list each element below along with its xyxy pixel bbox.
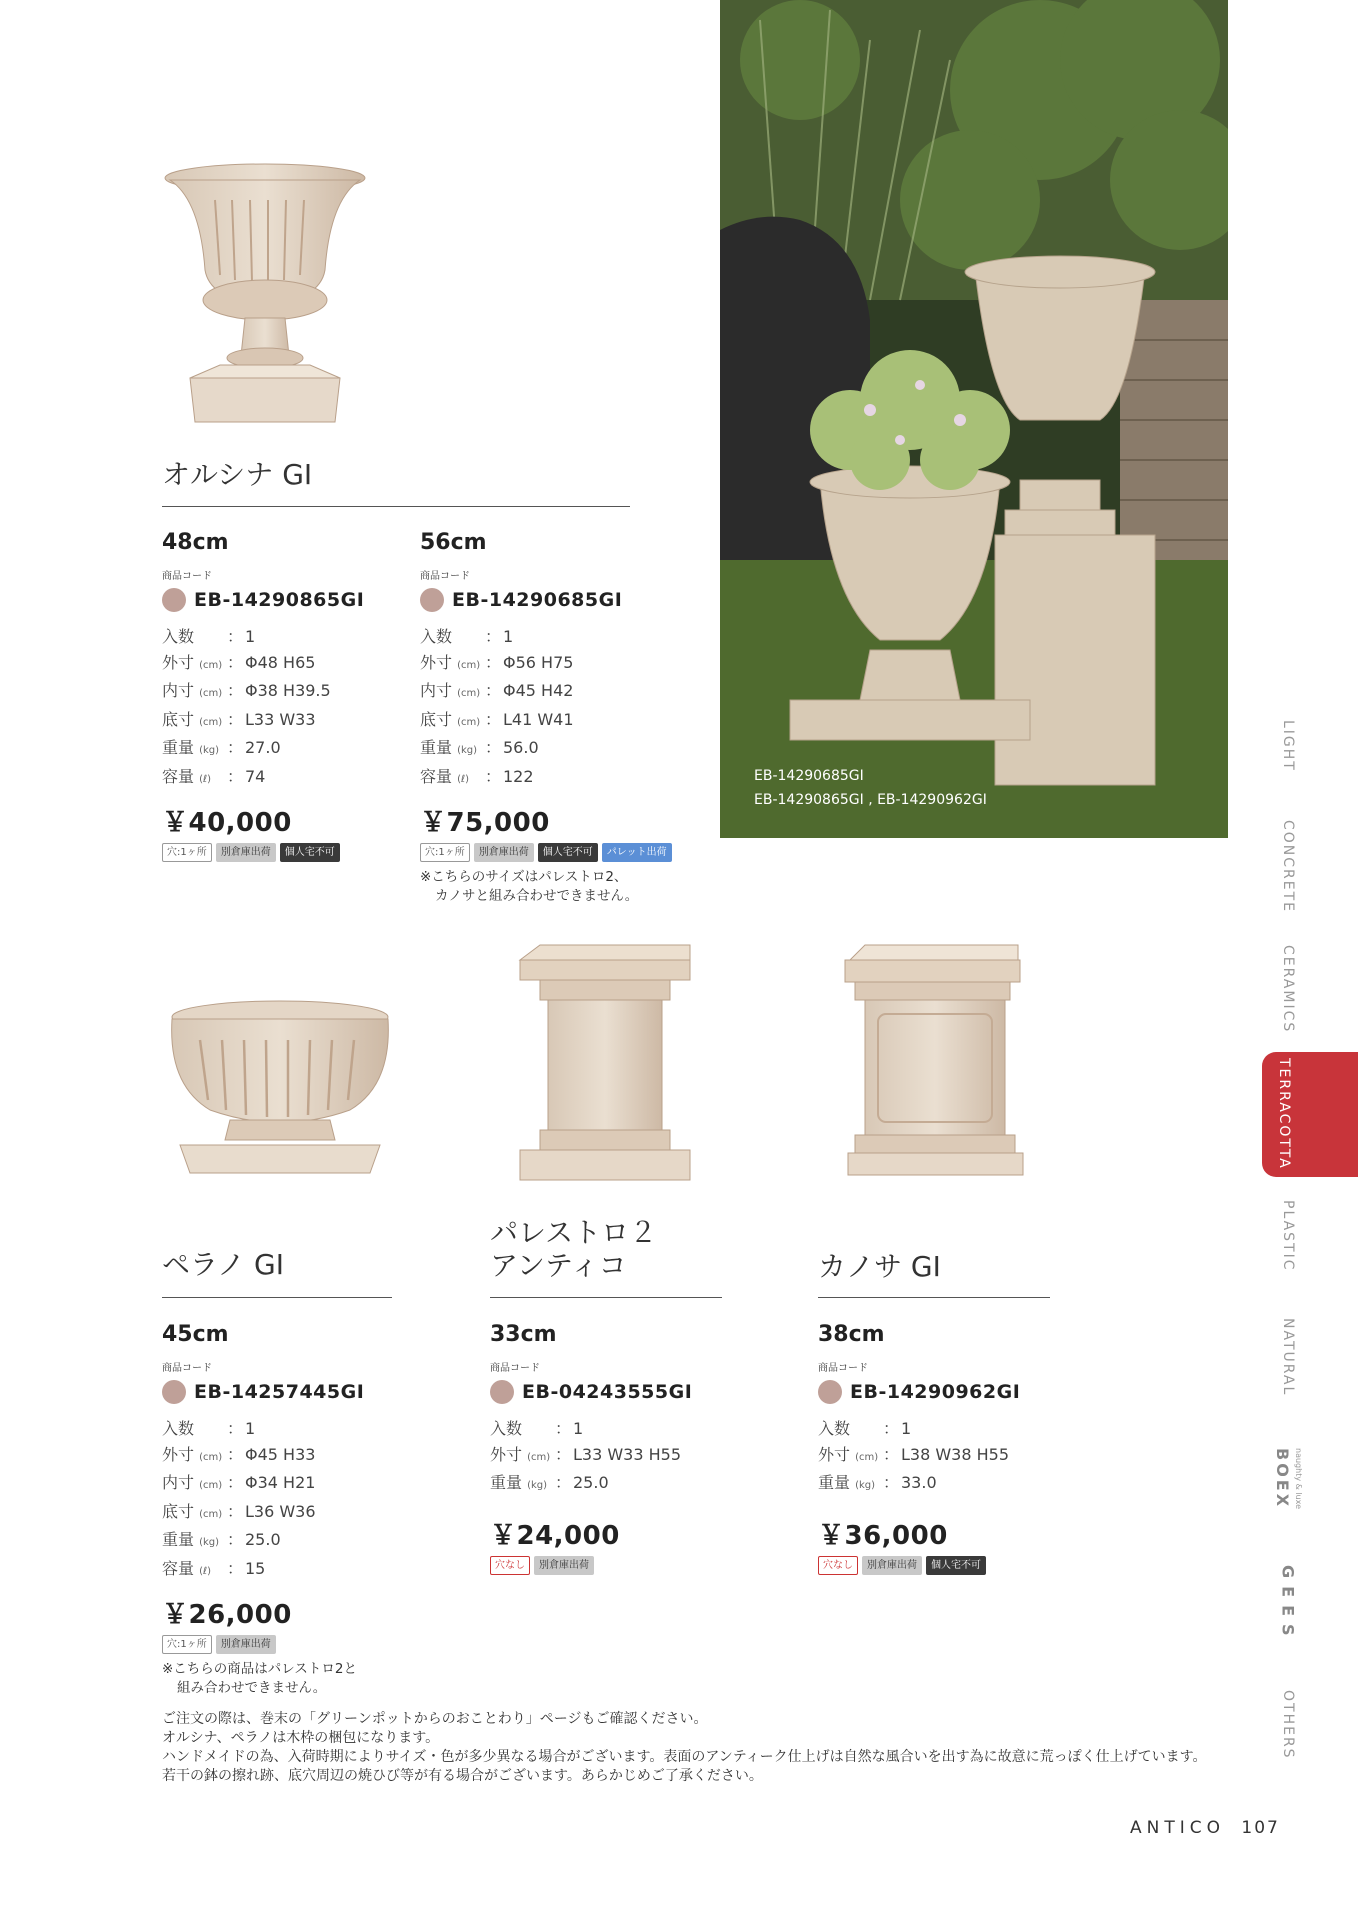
badge-warehouse: 別倉庫出荷 [216, 843, 276, 862]
tab-natural[interactable]: NATURAL [1280, 1318, 1296, 1397]
badge-row [818, 1556, 1058, 1575]
spec-key: 重量 [162, 1530, 195, 1549]
spec-value: 25.0 [245, 1530, 281, 1549]
size-label: 45cm [162, 1322, 229, 1347]
price: ￥36,000 [818, 1520, 948, 1551]
spec-value: Φ48 H65 [245, 652, 316, 672]
spec-unit: (cm) [199, 1480, 223, 1491]
price: ￥24,000 [490, 1520, 620, 1551]
spec-key: 入数 [818, 1419, 851, 1438]
spec-row: 重量 (kg) ： 27.0 [162, 735, 392, 764]
spec-row: 外寸 (cm) ： L33 W33 H55 [490, 1442, 730, 1471]
spec-row: 入数 ： 1 [490, 1416, 730, 1442]
color-dot-icon [490, 1380, 514, 1404]
spec-list [420, 624, 680, 792]
spec-list [818, 1416, 1058, 1499]
canosa-rule [818, 1297, 1050, 1298]
spec-value: 1 [901, 1419, 912, 1438]
photo-caption [754, 764, 987, 812]
spec-unit: (ℓ) [199, 1565, 212, 1577]
spec-row: 底寸 (cm) ： L41 W41 [420, 707, 680, 736]
spec-key: 外寸 [162, 652, 195, 672]
spec-key: 内寸 [420, 681, 453, 700]
spec-key: 容量 [162, 766, 195, 786]
spec-key: 重量 [420, 738, 453, 757]
canosa-pedestal-image [840, 940, 1030, 1180]
spec-value: L38 W38 H55 [901, 1444, 1010, 1464]
palestro-name-line: パレストロ２ [490, 1216, 658, 1249]
size-label: 38cm [818, 1322, 885, 1347]
spec-key: 入数 [162, 1419, 195, 1438]
photo-caption-line: EB-14290865GI , EB-14290962GI [754, 792, 987, 808]
footer-note-line: 若干の鉢の擦れ跡、底穴周辺の焼ひび等が有る場合がございます。あらかじめご了承ください。 [162, 1768, 763, 1784]
spec-value: L33 W33 H55 [573, 1444, 682, 1464]
product-code [818, 1380, 1058, 1404]
tab-ceramics[interactable]: CERAMICS [1280, 945, 1296, 1034]
spec-key: 底寸 [162, 1501, 195, 1521]
badge-no-residential: 個人宅不可 [926, 1556, 986, 1575]
spec-unit: (cm) [457, 688, 481, 699]
spec-value: Φ56 H75 [503, 652, 574, 672]
badge-warehouse: 別倉庫出荷 [534, 1556, 594, 1575]
spec-row: 入数 ： 1 [420, 624, 680, 650]
spec-key: 容量 [162, 1558, 195, 1578]
perano-rule [162, 1297, 392, 1298]
page-folio [1130, 1818, 1280, 1838]
footer-note-line: ご注文の際は、巻末の「グリーンポットからのおことわり」ページもご確認ください。 [162, 1711, 708, 1727]
orsina-name: オルシナ GI [162, 458, 313, 491]
perano-bowl-image [160, 995, 400, 1180]
spec-key: 外寸 [162, 1444, 195, 1464]
spec-unit: (cm) [199, 716, 223, 728]
spec-unit: (cm) [199, 1451, 223, 1463]
tab-boex-label: BOEX [1273, 1448, 1292, 1510]
product-code-text: EB-04243555GI [522, 1381, 693, 1403]
spec-row: 内寸 (cm) ： Φ38 H39.5 [162, 678, 392, 707]
badge-row [162, 843, 392, 862]
product-code [420, 588, 680, 612]
size-label: 56cm [420, 530, 487, 555]
spec-key: 外寸 [818, 1444, 851, 1464]
spec-unit: (cm) [199, 688, 223, 699]
spec-row: 内寸 (cm) ： Φ34 H21 [162, 1470, 402, 1499]
spec-key: 入数 [490, 1419, 523, 1438]
product-code-text: EB-14290865GI [194, 589, 365, 611]
color-dot-icon [162, 588, 186, 612]
spec-key: 重量 [490, 1473, 523, 1492]
spec-unit: (cm) [199, 1508, 223, 1520]
page-number: 107 [1241, 1818, 1280, 1838]
spec-value: L36 W36 [245, 1501, 316, 1521]
badge-warehouse: 別倉庫出荷 [862, 1556, 922, 1575]
palestro-name-line: アンティコ [490, 1249, 627, 1283]
palestro-pedestal-image [510, 940, 700, 1190]
spec-key: 内寸 [162, 681, 195, 700]
garden-photo [720, 0, 1228, 838]
spec-unit: (cm) [457, 659, 481, 671]
photo-caption-line: EB-14290685GI [754, 768, 864, 784]
spec-key: 底寸 [162, 709, 195, 729]
price: ￥40,000 [162, 808, 292, 838]
spec-value: Φ34 H21 [245, 1473, 316, 1492]
badge-hole: 穴:1ヶ所 [420, 843, 470, 862]
product-code [162, 1380, 402, 1404]
badge-no-residential: 個人宅不可 [280, 843, 340, 862]
badge-hole: 穴:1ヶ所 [162, 1635, 212, 1654]
badge-no-residential: 個人宅不可 [538, 843, 598, 862]
product-code-text: EB-14290962GI [850, 1381, 1021, 1403]
spec-row: 入数 ： 1 [162, 624, 392, 650]
tab-light[interactable]: LIGHT [1280, 720, 1296, 772]
note-line: ※こちらのサイズはパレストロ2、 [420, 869, 628, 885]
spec-key: 底寸 [420, 709, 453, 729]
spec-value: 56.0 [503, 738, 539, 757]
spec-unit: (kg) [199, 745, 220, 756]
spec-list [490, 1416, 730, 1499]
spec-row: 底寸 (cm) ： L33 W33 [162, 707, 392, 736]
code-label: 商品コード [162, 571, 212, 582]
spec-unit: (cm) [199, 659, 223, 671]
spec-unit: (kg) [527, 1480, 548, 1491]
spec-value: 15 [245, 1558, 266, 1578]
product-note [162, 1660, 402, 1698]
spec-key: 内寸 [162, 1473, 195, 1492]
spec-key: 入数 [162, 627, 195, 646]
badge-row [162, 1635, 402, 1654]
spec-row: 重量 (kg) ： 56.0 [420, 735, 680, 764]
code-label: 商品コード [162, 1363, 212, 1374]
perano-block [162, 1322, 402, 1698]
orsina-56-block [420, 530, 680, 906]
badge-no-hole: 穴なし [490, 1556, 530, 1575]
spec-unit: (cm) [457, 716, 481, 728]
footer-notes [162, 1710, 1242, 1786]
product-note [420, 868, 680, 906]
canosa-block [818, 1322, 1058, 1575]
tab-boex[interactable] [1262, 1448, 1314, 1548]
code-label: 商品コード [420, 571, 470, 582]
spec-value: 27.0 [245, 738, 281, 757]
price: ￥75,000 [420, 808, 550, 838]
badge-pallet: パレット出荷 [602, 843, 672, 862]
tab-concrete[interactable]: CONCRETE [1280, 820, 1296, 914]
spec-row: 重量 (kg) ： 33.0 [818, 1470, 1058, 1499]
section-name: ANTICO [1130, 1818, 1225, 1838]
footer-note-line: オルシナ、ペラノは木枠の梱包になります。 [162, 1730, 440, 1746]
orsina-rule [162, 506, 630, 507]
color-dot-icon [162, 1380, 186, 1404]
product-code [162, 588, 392, 612]
spec-row: 外寸 (cm) ： L38 W38 H55 [818, 1442, 1058, 1471]
tab-boex-tagline: naughty & luxe [1294, 1448, 1303, 1510]
spec-value: 1 [503, 627, 514, 646]
tab-plastic[interactable]: PLASTIC [1280, 1200, 1296, 1272]
spec-unit: (kg) [855, 1480, 876, 1491]
spec-row: 入数 ： 1 [162, 1416, 402, 1442]
badge-warehouse: 別倉庫出荷 [216, 1635, 276, 1654]
spec-unit: (kg) [457, 745, 478, 756]
spec-row: 外寸 (cm) ： Φ45 H33 [162, 1442, 402, 1471]
badge-hole: 穴:1ヶ所 [162, 843, 212, 862]
spec-value: 25.0 [573, 1473, 609, 1492]
color-dot-icon [818, 1380, 842, 1404]
footer-note-line: ハンドメイドの為、入荷時期によりサイズ・色が多少異なる場合がございます。表面のアンティーク仕上げは自然な風合いを出す為に故意に荒っぽく仕上げています。 [162, 1749, 1207, 1765]
tab-others[interactable]: OTHERS [1280, 1690, 1296, 1760]
spec-key: 外寸 [420, 652, 453, 672]
spec-value: Φ38 H39.5 [245, 681, 331, 700]
spec-row: 重量 (kg) ： 25.0 [162, 1527, 402, 1556]
spec-key: 外寸 [490, 1444, 523, 1464]
spec-value: 1 [245, 1419, 256, 1438]
spec-row: 容量 (ℓ) ： 122 [420, 764, 680, 793]
spec-value: 33.0 [901, 1473, 937, 1492]
product-code-text: EB-14290685GI [452, 589, 623, 611]
tab-gees[interactable]: GEES [1278, 1565, 1298, 1644]
spec-unit: (kg) [199, 1537, 220, 1548]
spec-row: 外寸 (cm) ： Φ56 H75 [420, 650, 680, 679]
spec-row: 容量 (ℓ) ： 74 [162, 764, 392, 793]
palestro-rule [490, 1297, 722, 1298]
orsina-urn-image [160, 160, 370, 435]
spec-unit: (ℓ) [199, 773, 212, 785]
badge-no-hole: 穴なし [818, 1556, 858, 1575]
spec-value: 122 [503, 766, 534, 786]
spec-row: 容量 (ℓ) ： 15 [162, 1556, 402, 1585]
code-label: 商品コード [490, 1363, 540, 1374]
spec-row: 底寸 (cm) ： L36 W36 [162, 1499, 402, 1528]
spec-value: 1 [573, 1419, 584, 1438]
palestro-block [490, 1322, 730, 1575]
tab-terracotta[interactable] [1262, 1052, 1358, 1177]
spec-value: Φ45 H33 [245, 1444, 316, 1464]
size-label: 33cm [490, 1322, 557, 1347]
color-dot-icon [420, 588, 444, 612]
spec-row: 重量 (kg) ： 25.0 [490, 1470, 730, 1499]
code-label: 商品コード [818, 1363, 868, 1374]
spec-row: 外寸 (cm) ： Φ48 H65 [162, 650, 392, 679]
palestro-name [490, 1216, 657, 1282]
note-line: 組み合わせできません。 [177, 1680, 327, 1696]
spec-value: L41 W41 [503, 709, 574, 729]
spec-value: Φ45 H42 [503, 681, 574, 700]
spec-unit: (ℓ) [457, 773, 470, 785]
spec-row: 内寸 (cm) ： Φ45 H42 [420, 678, 680, 707]
size-label: 48cm [162, 530, 229, 555]
note-line: カノサと組み合わせできません。 [435, 888, 639, 904]
spec-list [162, 624, 392, 792]
spec-key: 容量 [420, 766, 453, 786]
spec-value: L33 W33 [245, 709, 316, 729]
spec-key: 重量 [818, 1473, 851, 1492]
tab-terracotta-label: TERRACOTTA [1276, 1058, 1292, 1170]
badge-row [420, 843, 680, 862]
spec-key: 重量 [162, 738, 195, 757]
note-line: ※こちらの商品はパレストロ2と [162, 1661, 357, 1677]
badge-row [490, 1556, 730, 1575]
spec-list [162, 1416, 402, 1584]
spec-key: 入数 [420, 627, 453, 646]
canosa-name: カノサ GI [818, 1250, 941, 1283]
spec-value: 74 [245, 766, 266, 786]
badge-warehouse: 別倉庫出荷 [474, 843, 534, 862]
orsina-48-block [162, 530, 392, 862]
price: ￥26,000 [162, 1600, 292, 1630]
spec-unit: (cm) [527, 1451, 551, 1463]
spec-unit: (cm) [855, 1451, 879, 1463]
spec-value: 1 [245, 627, 256, 646]
product-code [490, 1380, 730, 1404]
product-code-text: EB-14257445GI [194, 1381, 365, 1403]
spec-row: 入数 ： 1 [818, 1416, 1058, 1442]
perano-name: ペラノ GI [162, 1248, 285, 1281]
